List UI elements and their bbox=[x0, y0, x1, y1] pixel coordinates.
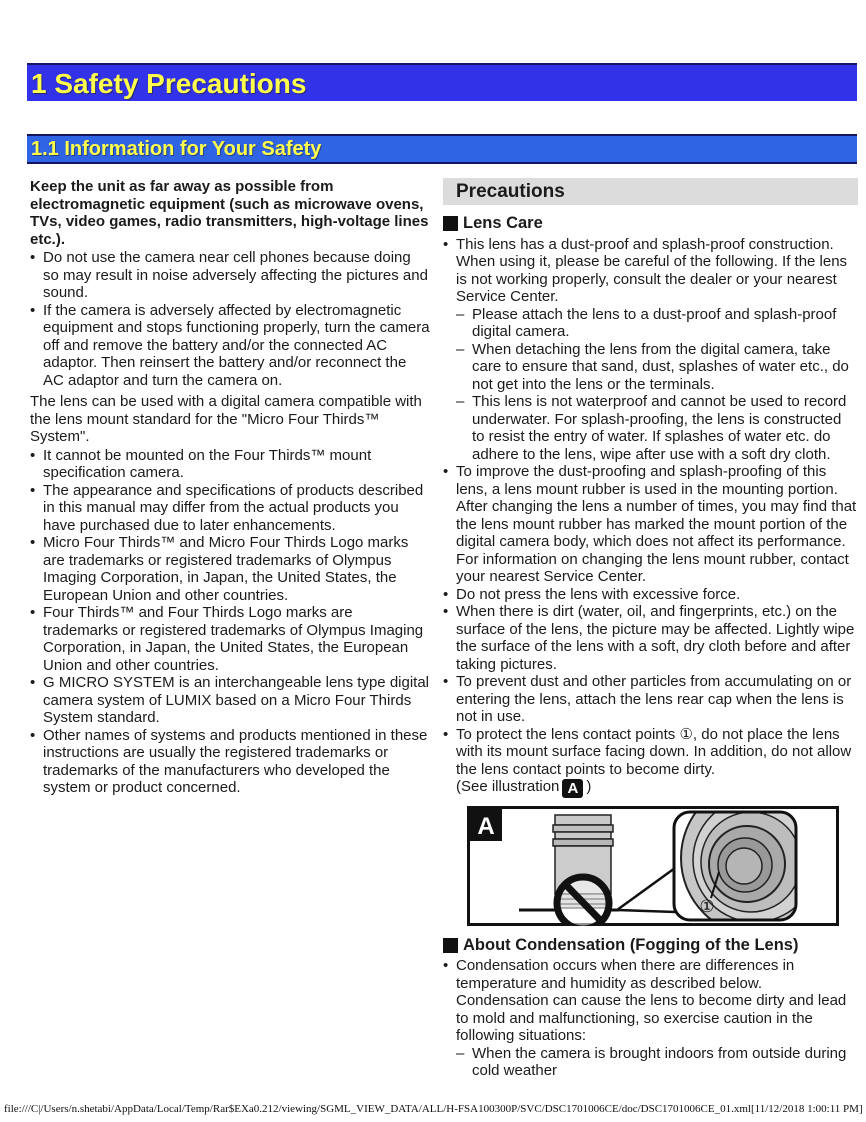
sub-list-item bbox=[443, 306, 858, 341]
dash-icon: – bbox=[456, 1044, 465, 1062]
dash-icon: – bbox=[456, 393, 465, 410]
section-marker-icon bbox=[443, 938, 458, 953]
dash-icon: – bbox=[456, 340, 465, 358]
list-item-text bbox=[456, 726, 858, 799]
bullet-icon: • bbox=[30, 481, 36, 499]
section-title: 1.1 Information for Your Safety bbox=[27, 134, 857, 164]
list-item bbox=[443, 603, 858, 673]
list-item-text: To improve the dust-proofing and splash-proofing of this lens, a lens mount rubber is used in the mounting portion. After changing the lens a number of times, you may find that the lens mount rubber has marked the mount portion of the digital camera body, which does not affect its performance. For information on changing the lens mount rubber, contact your nearest Service Center. bbox=[456, 463, 857, 585]
precautions-heading: Precautions bbox=[443, 178, 858, 205]
list-item bbox=[443, 957, 858, 1045]
list-item bbox=[443, 673, 858, 726]
left-column bbox=[30, 178, 430, 1090]
list-item-text: Condensation occurs when there are differences in temperature and humidity as described below. Condensation can cause the lens to become dirty and lead to mold and malfunctioning, so exercise caution in the following situations: bbox=[456, 957, 847, 1044]
sub-list-item bbox=[443, 341, 858, 394]
bullet-icon: • bbox=[30, 674, 36, 691]
list-item bbox=[30, 482, 430, 535]
lens-illustration-graphic bbox=[467, 806, 839, 926]
contact-points-text: To protect the lens contact points ①, do not place the lens with its mount surface facing down. In addition, do not allow the lens contact points to become dirty. bbox=[456, 725, 852, 778]
list-item bbox=[443, 726, 858, 799]
list-item-text: Do not use the camera near cell phones because doing so may result in noise adversely affecting the pictures and sound. bbox=[43, 249, 428, 301]
lens-illustration bbox=[467, 806, 858, 931]
bullet-icon: • bbox=[443, 957, 449, 974]
file-path-status: file:///C|/Users/n.shetabi/AppData/Local/Temp/Rar$EXa0.212/viewing/SGML_VIEW_DATA/ALL/H-FSA100300P/SVC/DSC1701006CE/doc/DSC1701006CE_01.xml[11/12/2018 1:00:11 PM] bbox=[4, 1103, 863, 1115]
list-item-text: Other names of systems and products mentioned in these instructions are usually the registered trademarks or trademarks of the manufacturers who developed the system or product concerned. bbox=[43, 726, 428, 796]
sub-list-item-text: This lens is not waterproof and cannot be used to record underwater. For splash-proofing, the lens is constructed to resist the entry of water. If splashes of water etc. do adhere to the lens, wipe after use with a soft dry cloth. bbox=[472, 393, 847, 463]
emc-warning-paragraph: Keep the unit as far away as possible from electromagnetic equipment (such as microwave ovens, TVs, video games, radio transmitters, high-voltage lines etc.). bbox=[30, 178, 429, 248]
see-illustration-suffix: ) bbox=[586, 778, 592, 795]
sub-list-item-text: When detaching the lens from the digital camera, take care to ensure that sand, dust, splashes of water etc., do not get into the lens or the terminals. bbox=[472, 340, 849, 393]
page-title: 1 Safety Precautions bbox=[27, 63, 857, 101]
bullet-icon: • bbox=[30, 726, 36, 744]
bullet-icon: • bbox=[443, 673, 449, 690]
bullet-icon: • bbox=[30, 446, 36, 464]
list-item bbox=[443, 463, 858, 586]
see-illustration-prefix: (See illustration bbox=[456, 778, 560, 795]
bullet-icon: • bbox=[443, 463, 449, 480]
content-columns bbox=[30, 178, 858, 1090]
bullet-icon: • bbox=[443, 235, 449, 253]
lens-care-heading-text: Lens Care bbox=[463, 214, 543, 232]
condensation-heading-text: About Condensation (Fogging of the Lens) bbox=[463, 935, 799, 954]
list-item-text: To prevent dust and other particles from accumulating on or entering the lens, attach the lens rear cap when the lens is not in use. bbox=[456, 673, 852, 725]
bullet-icon: • bbox=[443, 725, 449, 743]
list-item bbox=[30, 674, 430, 727]
contact-point-callout-number: ① bbox=[699, 897, 715, 916]
lens-care-heading bbox=[443, 215, 858, 233]
sub-list-item bbox=[443, 1045, 858, 1080]
bullet-icon: • bbox=[30, 534, 36, 551]
sub-list-item-text: Please attach the lens to a dust-proof and splash-proof digital camera. bbox=[472, 305, 837, 340]
list-item-text: Four Thirds™ and Four Thirds Logo marks are trademarks or registered trademarks of Olympus Imaging Corporation, in Japan, the United States, the European Union and other countries. bbox=[43, 604, 424, 674]
list-item bbox=[30, 604, 430, 674]
list-item-text: When there is dirt (water, oil, and fingerprints, etc.) on the surface of the lens, the picture may be affected. Lightly wipe the surface of the lens with a soft, dry cloth before and after taking pictures. bbox=[456, 603, 855, 673]
sub-list-item bbox=[443, 393, 858, 463]
list-item bbox=[30, 534, 430, 604]
list-item-text: The appearance and specifications of products described in this manual may differ from the actual products you have purchased due to later enhancements. bbox=[43, 481, 424, 534]
list-item bbox=[30, 727, 430, 797]
sub-list-item-text: When the camera is brought indoors from outside during cold weather bbox=[472, 1044, 847, 1079]
list-item bbox=[30, 447, 430, 482]
lens-mount-paragraph: The lens can be used with a digital camera compatible with the lens mount standard for the "Micro Four Thirds™ System". bbox=[30, 393, 422, 445]
condensation-heading bbox=[443, 937, 858, 955]
right-column bbox=[443, 178, 858, 1090]
section-marker-icon bbox=[443, 216, 458, 231]
list-item bbox=[443, 586, 858, 604]
bullet-icon: • bbox=[30, 249, 36, 266]
illustration-label: A bbox=[477, 813, 495, 840]
bullet-icon: • bbox=[443, 585, 449, 603]
list-item-text: If the camera is adversely affected by electromagnetic equipment and stops functioning properly, turn the camera off and remove the battery and/or the connected AC adaptor. Then reinsert the battery and/or reconnect the AC adaptor and turn the camera on. bbox=[43, 301, 430, 389]
bullet-icon: • bbox=[30, 301, 36, 319]
bullet-icon: • bbox=[30, 604, 36, 621]
illustration-a-badge: A bbox=[562, 779, 583, 798]
list-item-text: Do not press the lens with excessive force. bbox=[456, 585, 741, 603]
bullet-icon: • bbox=[443, 603, 449, 620]
list-item-text: Micro Four Thirds™ and Micro Four Thirds Logo marks are trademarks or registered trademarks of Olympus Imaging Corporation, in Japan, the United States, the European Union and other countries. bbox=[43, 534, 409, 604]
list-item bbox=[443, 236, 858, 306]
list-item-text: This lens has a dust-proof and splash-proof construction. When using it, please be careful of the following. If the lens is not working properly, consult the dealer or your nearest Service Center. bbox=[456, 235, 848, 305]
list-item bbox=[30, 249, 430, 302]
list-item-text: G MICRO SYSTEM is an interchangeable lens type digital camera system of LUMIX based on a Micro Four Thirds System standard. bbox=[43, 674, 430, 726]
list-item-text: It cannot be mounted on the Four Thirds™ mount specification camera. bbox=[43, 446, 372, 481]
dash-icon: – bbox=[456, 305, 465, 323]
list-item bbox=[30, 302, 430, 390]
